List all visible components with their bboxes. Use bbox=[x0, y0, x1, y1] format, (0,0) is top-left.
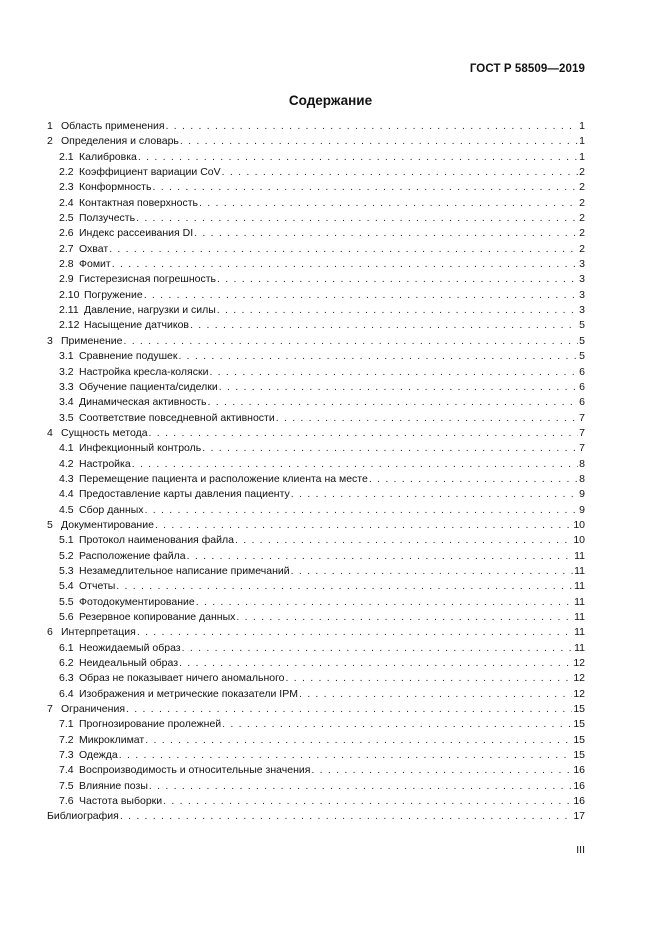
toc-entry-label: Фотодокументирование bbox=[79, 595, 195, 608]
toc-entry-label: Контактная поверхность bbox=[79, 196, 199, 209]
toc-entry-page: 15 bbox=[573, 749, 585, 762]
toc-entry-page: 5 bbox=[579, 350, 585, 363]
toc-entry[interactable] bbox=[47, 733, 585, 748]
toc-entry-number: 2.8 bbox=[59, 258, 74, 271]
dot-leader bbox=[217, 272, 578, 287]
toc-entry[interactable] bbox=[47, 211, 585, 226]
toc-entry-number: 3.3 bbox=[59, 380, 74, 393]
dot-leader bbox=[119, 748, 573, 763]
toc-entry-number: 3.4 bbox=[59, 396, 74, 409]
toc-entry-page: 2 bbox=[579, 242, 585, 255]
toc-entry[interactable] bbox=[47, 610, 585, 625]
toc-entry-label: Инфекционный контроль bbox=[79, 442, 202, 455]
toc-entry-label: Неожидаемый образ bbox=[79, 641, 181, 654]
toc-entry-page: 2 bbox=[579, 181, 585, 194]
toc-entry[interactable] bbox=[47, 426, 585, 441]
standard-code: ГОСТ Р 58509—2019 bbox=[469, 63, 585, 75]
toc-entry-page: 5 bbox=[579, 319, 585, 332]
toc-entry-number: 2.6 bbox=[59, 227, 74, 240]
dot-leader bbox=[132, 457, 578, 472]
dot-leader bbox=[190, 318, 578, 333]
toc-entry-number: 4.3 bbox=[59, 472, 74, 485]
toc-entry-label: Резервное копирование данных bbox=[79, 611, 236, 623]
toc-entry-number: 7.1 bbox=[59, 718, 74, 731]
toc-entry-number: 5.1 bbox=[59, 534, 74, 547]
toc-entry[interactable] bbox=[47, 625, 585, 640]
toc-entry-label: Сущность метода bbox=[61, 426, 148, 439]
toc-entry-number: 2.3 bbox=[59, 181, 74, 194]
toc-entry-number: 2 bbox=[47, 135, 53, 148]
dot-leader bbox=[145, 503, 579, 518]
toc-entry-page: 1 bbox=[579, 150, 585, 163]
toc-entry[interactable] bbox=[47, 748, 585, 763]
dot-leader bbox=[187, 549, 573, 564]
toc-entry-label: Насыщение датчиков bbox=[84, 319, 190, 332]
toc-entry[interactable] bbox=[47, 763, 585, 778]
toc-entry-label: Одежда bbox=[79, 749, 118, 762]
toc-entry-label: Влияние позы bbox=[79, 779, 148, 792]
toc-entry-number: 3 bbox=[47, 334, 53, 347]
toc-entry[interactable] bbox=[47, 549, 585, 564]
toc-entry-label: Предоставление карты давления пациенту bbox=[79, 488, 290, 501]
table-of-contents bbox=[47, 119, 585, 825]
toc-entry-page: 11 bbox=[574, 580, 585, 593]
toc-entry-number: 7.5 bbox=[59, 779, 74, 792]
toc-entry-page: 7 bbox=[579, 426, 585, 439]
toc-entry[interactable] bbox=[47, 242, 585, 257]
toc-entry-number: 4.2 bbox=[59, 457, 74, 470]
toc-entry-page: 2 bbox=[579, 227, 585, 240]
dot-leader bbox=[202, 441, 578, 456]
dot-leader bbox=[291, 564, 573, 579]
toc-entry[interactable] bbox=[47, 579, 585, 594]
dot-leader bbox=[155, 518, 572, 533]
dot-leader bbox=[126, 702, 572, 717]
toc-entry[interactable] bbox=[47, 472, 585, 487]
toc-entry-number: 5.3 bbox=[59, 564, 74, 577]
dot-leader bbox=[116, 579, 573, 594]
toc-entry[interactable] bbox=[47, 687, 585, 702]
toc-entry-page: 15 bbox=[573, 733, 585, 746]
toc-entry-page: 6 bbox=[579, 365, 585, 378]
toc-entry-label: Ограничения bbox=[61, 703, 125, 716]
dot-leader bbox=[109, 242, 578, 257]
toc-entry-page: 7 bbox=[579, 442, 585, 455]
toc-entry-number: 5.6 bbox=[59, 611, 74, 623]
toc-entry[interactable] bbox=[47, 119, 585, 134]
toc-entry-label: Отчеты bbox=[79, 580, 116, 593]
toc-entry-label: Расположение файла bbox=[79, 549, 186, 562]
toc-entry-page: 17 bbox=[573, 810, 585, 823]
toc-entry[interactable] bbox=[47, 196, 585, 211]
toc-entry-page: 8 bbox=[579, 472, 585, 485]
toc-entry[interactable] bbox=[47, 272, 585, 287]
toc-entry-number: 4.5 bbox=[59, 503, 74, 516]
dot-leader bbox=[180, 134, 578, 149]
toc-entry-number: 4.4 bbox=[59, 488, 74, 501]
toc-entry-number: 7.4 bbox=[59, 764, 74, 777]
toc-entry-label: Применение bbox=[61, 334, 123, 347]
toc-entry-number: 6.3 bbox=[59, 672, 74, 685]
toc-entry-label: Индекс рассеивания DI bbox=[79, 227, 194, 240]
toc-entry-page: 5 bbox=[579, 334, 585, 347]
toc-entry[interactable] bbox=[47, 318, 585, 333]
toc-entry[interactable] bbox=[47, 411, 585, 426]
toc-entry-page: 12 bbox=[573, 687, 585, 700]
dot-leader bbox=[178, 349, 578, 364]
toc-entry-page: 10 bbox=[573, 534, 585, 547]
toc-entry-number: 2.5 bbox=[59, 212, 74, 225]
page-number: III bbox=[576, 844, 585, 856]
toc-entry[interactable] bbox=[47, 595, 585, 610]
dot-leader bbox=[123, 334, 578, 349]
dot-leader bbox=[219, 380, 578, 395]
toc-entry-number: 5 bbox=[47, 518, 53, 531]
dot-leader bbox=[286, 671, 573, 686]
toc-entry-page: 7 bbox=[579, 411, 585, 424]
toc-entry-number: 3.2 bbox=[59, 365, 74, 378]
dot-leader bbox=[163, 794, 572, 809]
toc-entry-label: Изображения и метрические показатели IPM bbox=[79, 687, 298, 700]
dot-leader bbox=[199, 196, 578, 211]
toc-entry-label: Воспроизводимость и относительные значения bbox=[79, 764, 311, 777]
toc-entry-label: Прогнозирование пролежней bbox=[79, 718, 222, 731]
toc-entry[interactable] bbox=[47, 702, 585, 717]
toc-entry[interactable] bbox=[47, 165, 585, 180]
toc-entry-number: 2.2 bbox=[59, 166, 74, 179]
dot-leader bbox=[291, 487, 578, 502]
toc-entry[interactable] bbox=[47, 457, 585, 472]
dot-leader bbox=[149, 779, 572, 794]
toc-entry-label: Ползучесть bbox=[79, 212, 136, 225]
toc-entry[interactable] bbox=[47, 671, 585, 686]
toc-entry[interactable] bbox=[47, 395, 585, 410]
toc-entry-page: 6 bbox=[579, 396, 585, 409]
toc-entry-number: 2.7 bbox=[59, 242, 74, 255]
toc-entry-number: 7.2 bbox=[59, 733, 74, 746]
toc-entry-page: 3 bbox=[579, 304, 585, 317]
toc-entry-label: Фомит bbox=[79, 258, 111, 271]
toc-entry[interactable] bbox=[47, 334, 585, 349]
dot-leader bbox=[209, 365, 578, 380]
toc-entry-label: Библиография bbox=[47, 810, 119, 823]
dot-leader bbox=[222, 717, 572, 732]
toc-entry-number: 2.10 bbox=[59, 288, 80, 301]
dot-leader bbox=[235, 533, 572, 548]
toc-entry[interactable] bbox=[47, 441, 585, 456]
toc-entry[interactable] bbox=[47, 257, 585, 272]
toc-entry-number: 6.1 bbox=[59, 641, 74, 654]
dot-leader bbox=[179, 656, 572, 671]
toc-entry-label: Калибровка bbox=[79, 150, 137, 163]
page-title: Содержание bbox=[288, 93, 373, 108]
toc-entry-page: 3 bbox=[579, 288, 585, 301]
dot-leader bbox=[222, 165, 579, 180]
toc-entry-page: 1 bbox=[579, 120, 585, 132]
toc-entry[interactable] bbox=[47, 656, 585, 671]
dot-leader bbox=[166, 119, 579, 134]
toc-entry-number: 7 bbox=[47, 703, 53, 716]
toc-entry-label: Охват bbox=[79, 242, 109, 255]
dot-leader bbox=[182, 641, 573, 656]
toc-entry[interactable] bbox=[47, 503, 585, 518]
toc-entry-number: 1 bbox=[47, 120, 53, 132]
dot-leader bbox=[149, 426, 579, 441]
toc-entry-page: 16 bbox=[573, 764, 585, 777]
dot-leader bbox=[236, 610, 573, 625]
toc-entry-page: 11 bbox=[574, 641, 585, 654]
toc-entry-page: 6 bbox=[579, 380, 585, 393]
toc-entry[interactable] bbox=[47, 365, 585, 380]
toc-entry-label: Настройка кресла-коляски bbox=[79, 365, 209, 378]
toc-entry[interactable] bbox=[47, 303, 585, 318]
toc-entry[interactable] bbox=[47, 564, 585, 579]
toc-entry[interactable] bbox=[47, 349, 585, 364]
toc-entry-number: 3.5 bbox=[59, 411, 74, 424]
toc-entry-label: Обучение пациента/сиделки bbox=[79, 380, 218, 393]
toc-entry[interactable] bbox=[47, 134, 585, 149]
toc-entry-label: Микроклимат bbox=[79, 733, 145, 746]
toc-entry[interactable] bbox=[47, 533, 585, 548]
dot-leader bbox=[299, 687, 572, 702]
toc-entry-number: 5.4 bbox=[59, 580, 74, 593]
toc-entry[interactable] bbox=[47, 518, 585, 533]
toc-entry-label: Документирование bbox=[61, 518, 154, 531]
toc-entry-page: 16 bbox=[573, 779, 585, 792]
toc-entry-label: Область применения bbox=[61, 120, 165, 132]
toc-entry-number: 2.1 bbox=[59, 150, 74, 163]
toc-entry-page: 15 bbox=[573, 718, 585, 731]
toc-entry[interactable] bbox=[47, 226, 585, 241]
toc-entry[interactable] bbox=[47, 717, 585, 732]
toc-entry-number: 6 bbox=[47, 626, 53, 639]
toc-entry-page: 15 bbox=[573, 703, 585, 716]
toc-entry[interactable] bbox=[47, 180, 585, 195]
toc-entry-page: 2 bbox=[579, 212, 585, 225]
dot-leader bbox=[369, 472, 578, 487]
dot-leader bbox=[120, 809, 572, 824]
toc-entry-number: 5.2 bbox=[59, 549, 74, 562]
toc-entry-label: Определения и словарь bbox=[61, 135, 179, 148]
toc-entry-number: 6.2 bbox=[59, 657, 74, 670]
dot-leader bbox=[194, 226, 578, 241]
dot-leader bbox=[208, 395, 579, 410]
toc-entry-label: Давление, нагрузки и силы bbox=[84, 304, 216, 317]
toc-entry-page: 9 bbox=[579, 503, 585, 516]
toc-entry-page: 3 bbox=[579, 258, 585, 271]
toc-entry-label: Сравнение подушек bbox=[79, 350, 178, 363]
toc-entry-page: 12 bbox=[573, 657, 585, 670]
toc-entry-label: Протокол наименования файла bbox=[79, 534, 234, 547]
toc-entry-number: 6.4 bbox=[59, 687, 74, 700]
toc-entry-label: Образ не показывает ничего аномального bbox=[79, 672, 285, 685]
toc-entry-number: 2.4 bbox=[59, 196, 74, 209]
toc-entry-number: 2.11 bbox=[59, 304, 79, 317]
toc-entry-number: 4 bbox=[47, 426, 53, 439]
dot-leader bbox=[152, 180, 578, 195]
toc-entry[interactable] bbox=[47, 150, 585, 165]
toc-entry-page: 2 bbox=[579, 166, 585, 179]
toc-entry-label: Настройка bbox=[79, 457, 131, 470]
toc-entry-page: 1 bbox=[579, 135, 585, 148]
toc-entry[interactable] bbox=[47, 641, 585, 656]
toc-entry-number: 7.6 bbox=[59, 795, 74, 808]
dot-leader bbox=[196, 595, 573, 610]
toc-entry-label: Незамедлительное написание примечаний bbox=[79, 564, 290, 577]
dot-leader bbox=[311, 763, 572, 778]
toc-entry-page: 2 bbox=[579, 196, 585, 209]
toc-entry-label: Интерпретация bbox=[61, 626, 136, 639]
toc-entry-number: 2.9 bbox=[59, 273, 74, 286]
toc-entry-page: 11 bbox=[574, 611, 585, 623]
toc-entry-label: Погружение bbox=[84, 288, 143, 301]
toc-entry-label: Конформность bbox=[79, 181, 152, 194]
toc-entry-page: 11 bbox=[574, 595, 585, 608]
dot-leader bbox=[138, 150, 578, 165]
toc-entry-label: Сбор данных bbox=[79, 503, 144, 516]
dot-leader bbox=[112, 257, 578, 272]
toc-entry[interactable] bbox=[47, 809, 585, 824]
toc-entry-page: 10 bbox=[573, 518, 585, 531]
toc-entry-number: 2.12 bbox=[59, 319, 80, 332]
dot-leader bbox=[137, 625, 573, 640]
dot-leader bbox=[217, 303, 578, 318]
toc-entry[interactable] bbox=[47, 380, 585, 395]
toc-entry-label: Перемещение пациента и расположение клиента на месте bbox=[79, 472, 368, 485]
toc-entry-page: 9 bbox=[579, 488, 585, 501]
toc-entry[interactable] bbox=[47, 794, 585, 809]
toc-entry-page: 12 bbox=[573, 672, 585, 685]
toc-entry-label: Частота выборки bbox=[79, 795, 163, 808]
toc-entry-number: 5.5 bbox=[59, 595, 74, 608]
toc-entry-page: 8 bbox=[579, 457, 585, 470]
toc-entry-label: Гистерезисная погрешность bbox=[79, 273, 216, 286]
dot-leader bbox=[144, 288, 578, 303]
dot-leader bbox=[145, 733, 572, 748]
toc-entry[interactable] bbox=[47, 487, 585, 502]
toc-entry-page: 11 bbox=[574, 549, 585, 562]
toc-entry-label: Неидеальный образ bbox=[79, 657, 179, 670]
toc-entry-page: 3 bbox=[579, 273, 585, 286]
toc-entry-label: Динамическая активность bbox=[79, 396, 207, 409]
toc-entry[interactable] bbox=[47, 779, 585, 794]
toc-entry-page: 11 bbox=[574, 564, 585, 577]
toc-entry-number: 3.1 bbox=[59, 350, 74, 363]
dot-leader bbox=[136, 211, 578, 226]
toc-entry-number: 4.1 bbox=[59, 442, 74, 455]
toc-entry-label: Коэффициент вариации CoV bbox=[79, 166, 221, 179]
toc-entry-page: 11 bbox=[574, 626, 585, 639]
toc-entry[interactable] bbox=[47, 288, 585, 303]
toc-entry-label: Соответствие повседневной активности bbox=[79, 411, 275, 424]
toc-entry-number: 7.3 bbox=[59, 749, 74, 762]
dot-leader bbox=[276, 411, 578, 426]
toc-entry-page: 16 bbox=[573, 795, 585, 808]
